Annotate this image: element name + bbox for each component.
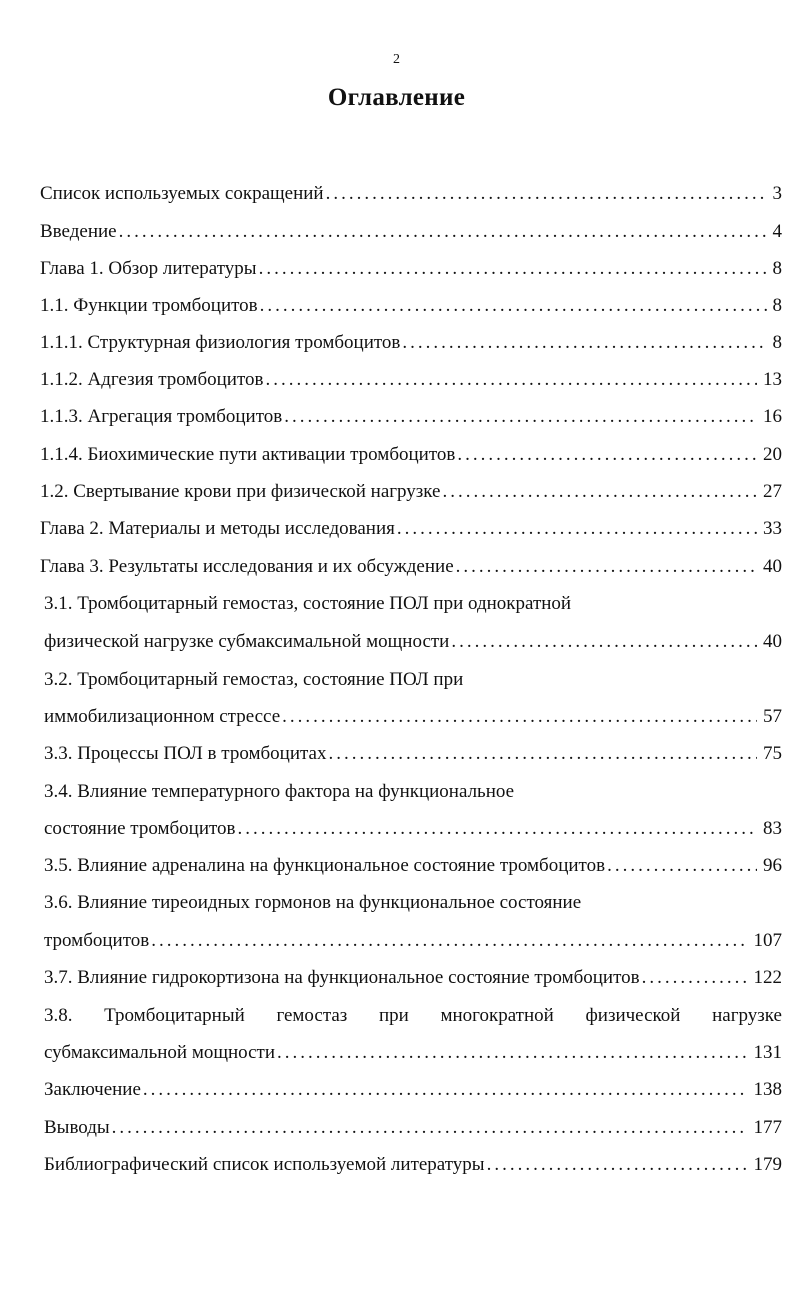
toc-entry-label: 1.1.3. Агрегация тромбоцитов [40,406,283,427]
toc-entry [40,331,782,355]
toc-entry-line1: 3.2. Тромбоцитарный гемостаз, состояние ПОЛ при [44,669,464,690]
toc-entry-page: 20 [763,444,782,465]
toc-leader-dots [275,1041,747,1065]
toc-entry-label: 3.5. Влияние адреналина на функциональное состояние тромбоцитов [44,855,606,876]
toc-entry-page: 8 [772,295,782,316]
toc-entry [40,368,782,392]
toc-entry [40,517,782,541]
toc-entry-page: 8 [772,258,782,279]
toc-entry [40,555,782,579]
toc-word: при [378,1005,409,1026]
toc-leader-dots [236,817,757,841]
toc-leader-dots [485,1153,748,1177]
toc-entry-page: 177 [753,1117,782,1138]
toc-leader-dots [640,966,748,990]
toc-entry [44,1116,782,1140]
toc-leader-dots [280,705,757,729]
toc-entry-page: 33 [763,518,782,539]
toc-entry-label: Введение [40,221,117,242]
toc-entry-label: 1.1.2. Адгезия тромбоцитов [40,369,264,390]
toc-entry-label: Заключение [44,1079,141,1100]
toc-word: 3.8. [44,1005,73,1026]
toc-leader-dots [326,742,757,766]
toc-entry [44,1153,782,1177]
toc-entry-page: 13 [763,369,782,390]
toc-word: физической [585,1005,681,1026]
page-number: 2 [393,52,400,67]
toc-entry-page: 16 [763,406,782,427]
toc-leader-dots [605,854,757,878]
page-title: Оглавление [327,84,466,111]
toc-leader-dots [149,929,747,953]
toc-leader-dots [454,555,757,579]
toc-entry-label: 1.1.4. Биохимические пути активации тромбоцитов [40,444,456,465]
toc-entry [44,817,782,841]
toc-entry-line1: 3.6. Влияние тиреоидных гормонов на функциональное состояние [44,892,582,913]
toc-leader-dots [257,257,767,281]
toc-entry-page: 40 [763,631,782,652]
toc-entry [40,405,782,429]
toc-entry [44,1041,782,1065]
toc-entry-page: 4 [772,221,782,242]
toc-entry-label: Глава 3. Результаты исследования и их обсуждение [40,556,454,577]
toc-entry-label: 1.1. Функции тромбоцитов [40,295,258,316]
toc-entry-label: иммобилизационном стрессе [44,706,281,727]
toc-entry-page: 27 [763,481,782,502]
toc-leader-dots [455,443,757,467]
toc-entry-page: 179 [753,1154,782,1175]
toc-leader-dots [117,220,767,244]
toc-entry-label: 3.3. Процессы ПОЛ в тромбоцитах [44,743,327,764]
toc-entry-page: 3 [772,183,782,204]
toc-entry-label: состояние тромбоцитов [44,818,236,839]
toc-entry-line1: 3.1. Тромбоцитарный гемостаз, состояние ПОЛ при однократной [44,593,572,614]
toc-entry-label: физической нагрузке субмаксимальной мощности [44,631,450,652]
toc-leader-dots [395,517,757,541]
toc-entry-page: 107 [753,930,782,951]
toc-entry-line1: 3.4. Влияние температурного фактора на функциональное [44,781,515,802]
toc-leader-dots [110,1116,748,1140]
toc-entry-page: 57 [763,706,782,727]
toc-entry-label: Список используемых сокращений [40,183,324,204]
toc-entry [40,182,782,206]
toc-entry [44,929,782,953]
toc-entry [40,220,782,244]
toc-entry-line1-justified [44,1004,782,1028]
toc-word: многократной [440,1005,554,1026]
toc-leader-dots [141,1078,748,1102]
toc-entry [44,1078,782,1102]
toc-entry-label: Выводы [44,1117,110,1138]
toc-entry [40,480,782,504]
toc-entry [44,742,782,766]
toc-entry-page: 8 [772,332,782,353]
toc-word: нагрузке [712,1005,782,1026]
toc-entry-label: 1.2. Свертывание крови при физической нагрузке [40,481,441,502]
toc-entry [44,966,782,990]
toc-leader-dots [282,405,757,429]
toc-entry [44,705,782,729]
toc-entry-page: 131 [753,1042,782,1063]
toc-leader-dots [258,294,767,318]
toc-entry [44,630,782,654]
toc-entry-label: 1.1.1. Структурная физиология тромбоцитов [40,332,401,353]
toc-leader-dots [440,480,757,504]
toc-entry-page: 83 [763,818,782,839]
toc-entry [40,257,782,281]
toc-entry-page: 122 [753,967,782,988]
toc-entry-label: Глава 1. Обзор литературы [40,258,257,279]
toc-leader-dots [263,368,757,392]
toc-entry-label: 3.7. Влияние гидрокортизона на функциональное состояние тромбоцитов [44,967,640,988]
toc-leader-dots [449,630,757,654]
toc-entry-page: 40 [763,556,782,577]
toc-leader-dots [324,182,767,206]
toc-entry-label: Библиографический список используемой литературы [44,1154,485,1175]
toc-word: Тромбоцитарный [104,1005,245,1026]
toc-entry-label: тромбоцитов [44,930,150,951]
toc-entry-page: 138 [753,1079,782,1100]
toc-entry-label: Глава 2. Материалы и методы исследования [40,518,395,539]
toc-word: гемостаз [276,1005,348,1026]
toc-entry-page: 75 [763,743,782,764]
toc-entry [40,443,782,467]
toc-entry [40,294,782,318]
toc-entry-page: 96 [763,855,782,876]
toc-entry [44,854,782,878]
toc-leader-dots [400,331,766,355]
toc-entry-label: субмаксимальной мощности [44,1042,276,1063]
